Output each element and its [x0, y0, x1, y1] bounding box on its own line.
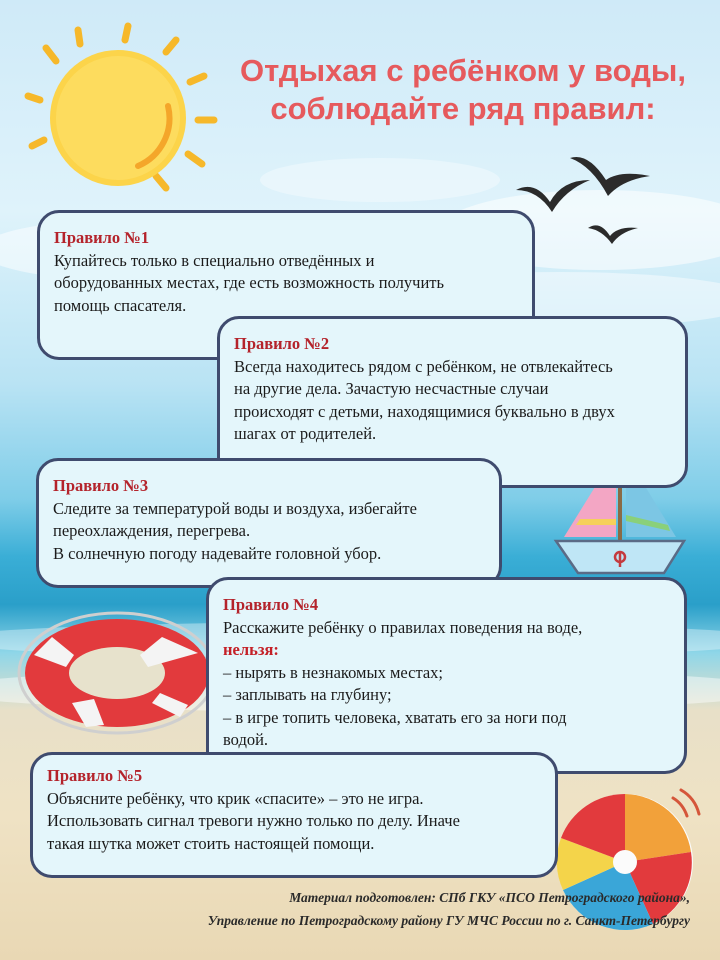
rule-text-line: Использовать сигнал тревоги нужно только по делу. Иначе [47, 811, 460, 830]
rule-heading: Правило №4 [223, 595, 319, 614]
rule-text-line: – в игре топить человека, хватать его за ноги под [223, 707, 567, 727]
rule-text-line: шагах от родителей. [234, 424, 377, 443]
lifebuoy-icon [12, 607, 222, 737]
rule-text-line: – заплывать на глубину; [223, 685, 392, 704]
footer-line-2: Управление по Петроградскому району ГУ МЧС России по г. Санкт-Петербургу [207, 913, 690, 928]
rule-text-line: В солнечную погоду надевайте головной убор. [53, 543, 382, 563]
title-line-1: Отдыхая с ребёнком у воды, [240, 53, 686, 88]
rule-text-line: Следите за температурой воды и воздуха, избегайте [53, 498, 417, 518]
title-line-2: соблюдайте ряд правил: [270, 91, 656, 126]
rule-text-line: Объясните ребёнку, что крик «спасите» – это не игра. [47, 788, 424, 808]
rule-text-line: на другие дела. Зачастую несчастные случаи [234, 379, 549, 398]
rule-card-4 [206, 577, 687, 774]
page-title [228, 52, 698, 128]
footer-credits [50, 886, 690, 932]
rule-text-line: – нырять в незнакомых местах; [223, 662, 444, 682]
rule-text-line: переохлаждения, перегрева. [53, 521, 251, 540]
rule-text-line: оборудованных местах, где есть возможность получить [54, 273, 445, 292]
footer-line-1: Материал подготовлен: СПб ГКУ «ПСО Петроградского района», [289, 890, 690, 905]
rule-text-line: такая шутка может стоить настоящей помощи. [47, 833, 375, 853]
rule-card-5 [30, 752, 558, 878]
rule-emphasis: нельзя: [223, 640, 279, 659]
rule-text-line: происходят с детьми, находящимися буквально в двух [234, 401, 615, 421]
rule-text-line: помощь спасателя. [54, 295, 187, 315]
rule-intro: Расскажите ребёнку о правилах поведения на воде, [223, 617, 583, 637]
rule-heading: Правило №5 [47, 766, 143, 785]
rule-card-3 [36, 458, 502, 588]
rule-text-line: Всегда находитесь рядом с ребёнком, не отвлекайтесь [234, 356, 613, 376]
sun-icon [18, 18, 228, 193]
rule-text-line: водой. [223, 730, 269, 749]
rule-heading: Правило №2 [234, 334, 330, 353]
rule-heading: Правило №3 [53, 476, 149, 495]
rule-heading: Правило №1 [54, 228, 150, 247]
rule-text-line: Купайтесь только в специально отведённых и [54, 250, 375, 270]
